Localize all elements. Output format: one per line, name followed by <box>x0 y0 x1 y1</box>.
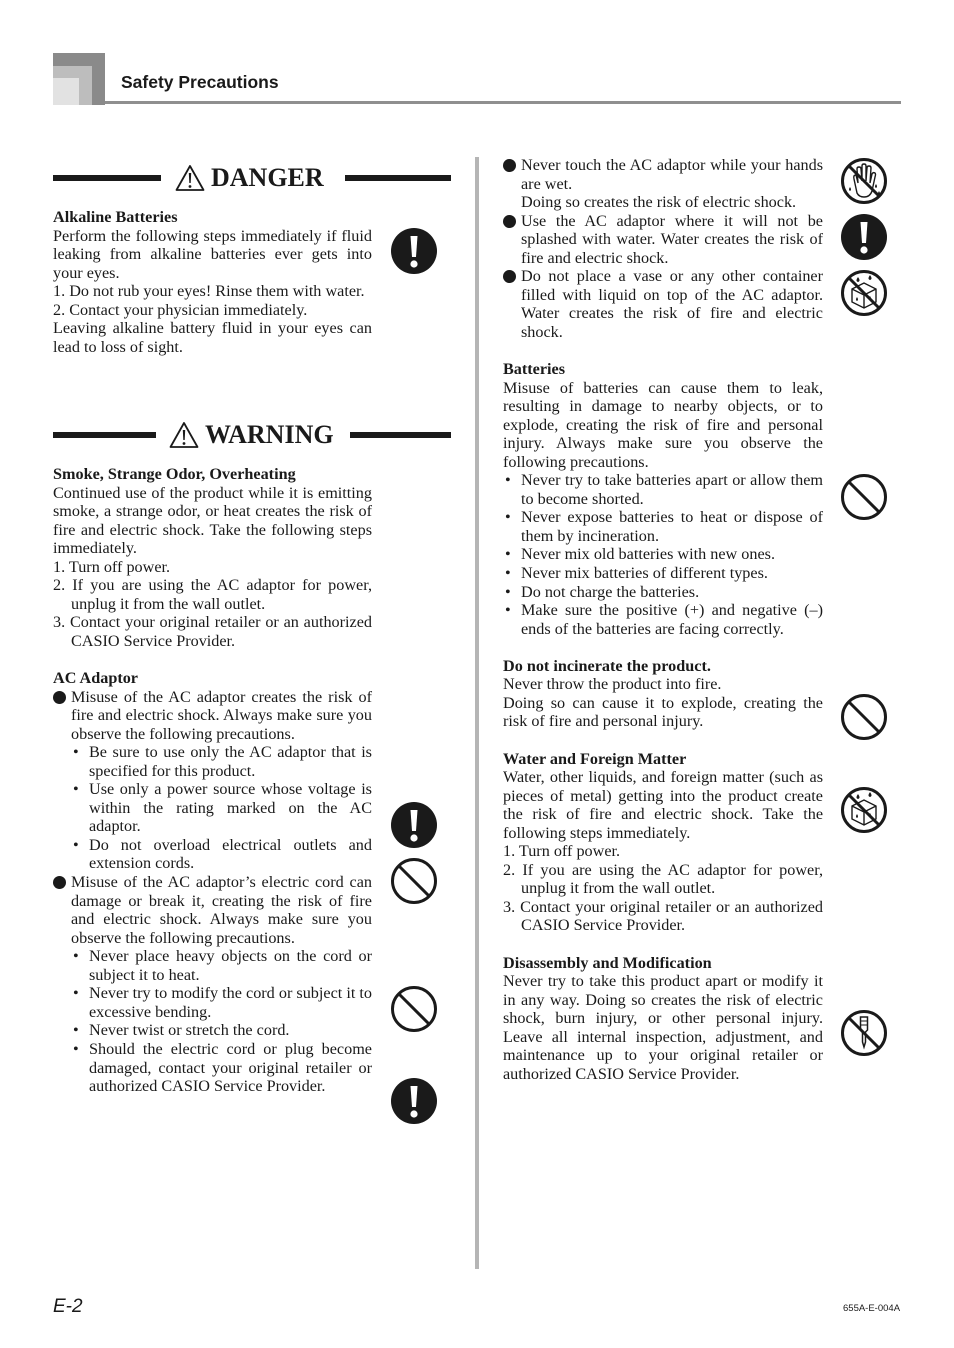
prohibited-icon <box>840 693 888 741</box>
paragraph: Continued use of the product while it is emitting smoke, a strange odor, or heat creates the risk of fire and electric shock. Take the following steps immediately. <box>53 483 372 558</box>
section-heading: Water and Foreign Matter <box>503 749 687 768</box>
disassembly-prohibited-icon <box>840 1009 888 1057</box>
liquid-prohibited-icon <box>840 269 888 317</box>
banner-rule <box>53 432 156 438</box>
warning-triangle-icon <box>175 164 205 192</box>
prohibited-icon <box>840 473 888 521</box>
paragraph: Never try to take this product apart or modify it in any way. Doing so creates the risk of electric shock, burn injury, or other personal injury. Leave all internal inspection, adjustment, and maintenance up to your original retailer or authorized CASIO Service Provider. <box>503 972 823 1083</box>
paragraph: Doing so can cause it to explode, creating the risk of fire and personal injury. <box>503 693 823 731</box>
list-item: 1. Turn off power. <box>53 557 171 576</box>
section-heading: Batteries <box>503 360 566 379</box>
list-item: Do not place a vase or any other container filled with liquid on top of the AC adaptor. Water creates the risk of fire and electric shock. <box>503 267 823 341</box>
column-divider <box>475 157 479 1269</box>
paragraph: Doing so creates the risk of electric shock. <box>521 193 797 212</box>
list-item: 2. If you are using the AC adaptor for power, unplug it from the wall outlet. <box>503 860 823 898</box>
list-item: • Never expose batteries to heat or dispose of them by incineration. <box>505 508 823 545</box>
list-item: 3. Contact your original retailer or an authorized CASIO Service Provider. <box>53 613 372 650</box>
bullet-icon <box>53 691 66 704</box>
liquid-prohibited-icon <box>840 786 888 834</box>
header-corner-block <box>53 78 79 105</box>
right-column <box>503 156 823 1083</box>
list-item: • Never twist or stretch the cord. <box>73 1021 290 1040</box>
list-item: • Never try to modify the cord or subject it to excessive bending. <box>73 984 372 1021</box>
paragraph: Misuse of batteries can cause them to leak, resulting in damage to nearby objects, or to explode, creating the risk of fire and personal injury. Always make sure you observe the following precautions. <box>503 378 823 471</box>
list-item: • Do not charge the batteries. <box>505 582 700 601</box>
list-item: • Be sure to use only the AC adaptor that is specified for this product. <box>73 743 372 780</box>
list-item: • Never mix old batteries with new ones. <box>505 545 775 564</box>
paragraph: Perform the following steps immediately if fluid leaking from alkaline batteries ever gets into your eyes. <box>53 226 372 282</box>
list-item: • Do not overload electrical outlets and extension cords. <box>73 835 372 873</box>
paragraph: Water, other liquids, and foreign matter (such as pieces of metal) getting into the product create the risk of fire and electric shock. Take the following steps immediately. <box>503 768 823 842</box>
warning-banner <box>53 415 451 455</box>
warning-label: WARNING <box>205 420 334 449</box>
list-item: 2. If you are using the AC adaptor for power, unplug it from the wall outlet. <box>53 576 372 613</box>
bullet-icon <box>53 876 66 889</box>
list-item: Misuse of the AC adaptor’s electric cord can damage or break it, creating the risk of fire and electric shock. Always make sure you observe the following precautions. <box>53 873 372 947</box>
page-title: Safety Precautions <box>121 72 279 92</box>
list-item: 2. Contact your physician immediately. <box>53 300 308 319</box>
section-heading: Alkaline Batteries <box>53 208 178 226</box>
section-heading: Smoke, Strange Odor, Overheating <box>53 465 296 483</box>
danger-section <box>53 208 372 356</box>
paragraph: Never throw the product into fire. <box>503 675 722 694</box>
section-heading: Disassembly and Modification <box>503 953 712 972</box>
list-item: 1. Turn off power. <box>503 842 621 861</box>
warning-triangle-icon <box>169 421 199 449</box>
section-heading: Do not incinerate the product. <box>503 656 711 675</box>
banner-rule <box>53 175 161 181</box>
bullet-icon <box>503 159 516 172</box>
mandatory-icon <box>390 1077 438 1125</box>
list-item: 3. Contact your original retailer or an authorized CASIO Service Provider. <box>503 897 823 935</box>
section-heading: AC Adaptor <box>53 669 138 688</box>
banner-rule <box>350 432 451 438</box>
danger-label: DANGER <box>211 163 324 192</box>
bullet-icon <box>503 270 516 283</box>
list-item: • Never place heavy objects on the cord or subject it to heat. <box>73 947 372 984</box>
list-item: • Should the electric cord or plug become damaged, contact your original retailer or authorized CASIO Service Provider. <box>73 1039 372 1096</box>
prohibited-icon <box>390 857 438 905</box>
paragraph: Leaving alkaline battery fluid in your eyes can lead to loss of sight. <box>53 319 372 356</box>
list-item: • Make sure the positive (+) and negative (–) ends of the batteries are facing correctly. <box>505 601 823 638</box>
bullet-icon <box>503 215 516 228</box>
list-item: • Use only a power source whose voltage is within the rating marked on the AC adaptor. <box>73 780 372 836</box>
list-item: Use the AC adaptor where it will not be splashed with water. Water creates the risk of fire and electric shock. <box>503 212 823 268</box>
document-code: 655A-E-004A <box>843 1303 901 1314</box>
prohibited-icon <box>390 985 438 1033</box>
header-divider <box>105 101 901 104</box>
list-item: • Never try to take batteries apart or allow them to become shorted. <box>505 471 823 508</box>
wet-hands-prohibited-icon <box>840 157 888 205</box>
danger-banner <box>53 158 451 198</box>
page-number: E-2 <box>53 1296 83 1317</box>
list-item: • Never mix batteries of different types. <box>505 564 768 583</box>
list-item: 1. Do not rub your eyes! Rinse them with water. <box>53 282 365 301</box>
warning-section <box>53 465 372 1096</box>
list-item: Misuse of the AC adaptor creates the risk of fire and electric shock. Always make sure you observe the following precautions. <box>53 688 372 744</box>
mandatory-icon <box>840 213 888 261</box>
mandatory-icon <box>390 227 438 275</box>
mandatory-icon <box>390 801 438 849</box>
list-item: Never touch the AC adaptor while your hands are wet. <box>503 156 823 193</box>
banner-rule <box>345 175 451 181</box>
